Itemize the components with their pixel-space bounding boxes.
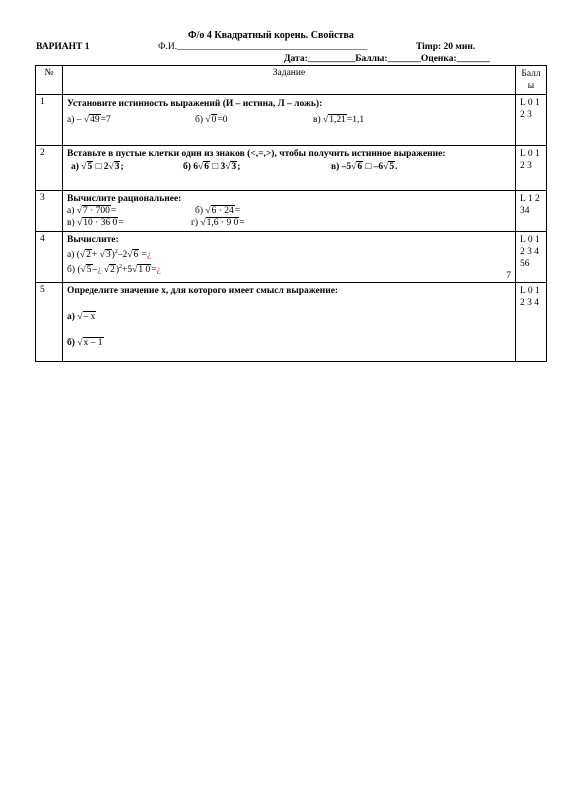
option-d: г) √1,6 · 9 0= [191, 218, 245, 228]
points-cell [516, 283, 547, 362]
task-title: Определите значение x, для которого имеет смысл выражение: [67, 286, 339, 296]
task-cell [63, 191, 516, 232]
points-line: 2 3 [520, 110, 532, 120]
expression-a: а) $(√2+ √3)^2-2√6$ =¿ [67, 249, 152, 261]
points-line: 34 [520, 206, 530, 216]
option-b: б) 6√6 □ 3√3; [183, 162, 241, 172]
points-cell [516, 191, 547, 232]
points-cell [516, 146, 547, 191]
task-row-5 [36, 283, 547, 362]
points-line: 56 [520, 259, 530, 269]
header-task: Задание [63, 66, 516, 95]
row-number: 5 [36, 283, 63, 362]
task-cell [63, 283, 516, 362]
points-line: L 0 1 [520, 235, 540, 245]
task-table [35, 65, 547, 362]
task-options-line1 [67, 205, 511, 217]
points-line: L 0 1 [520, 98, 540, 108]
task-options [67, 161, 511, 174]
points-line: L 0 1 [520, 149, 540, 159]
header-number: № [36, 66, 63, 95]
option-c: в) √1,21=1,1 [313, 115, 365, 125]
task-row-2 [36, 146, 547, 191]
time-label: Timp: 20 мин. [416, 42, 476, 52]
note-number: 7 [506, 271, 511, 281]
points-line: 2 3 4 [520, 298, 539, 308]
option-b: б) √0=0 [195, 115, 228, 125]
task-options [67, 114, 511, 127]
points-line: 2 3 [520, 161, 532, 171]
expression-b: б) (√5–¿ √2)$^2$+5√1 0=¿ [67, 264, 161, 276]
row-number: 1 [36, 95, 63, 146]
table-header-row [36, 66, 547, 95]
option-a: а) √– x [67, 312, 96, 322]
name-line: Ф.И.________________________________________ [158, 42, 368, 52]
task-title: Вставьте в пустые клетки один из знаков (<,=,>), чтобы получить истинное выражение: [67, 149, 446, 159]
date-score-line: Дата:__________Баллы:_______Оценка:_______ [284, 54, 490, 64]
row-number: 4 [36, 232, 63, 283]
task-cell [63, 95, 516, 146]
document-title: Ф/о 4 Квадратный корень. Свойства [188, 30, 354, 41]
row-number: 3 [36, 191, 63, 232]
task-row-4 [36, 232, 547, 283]
task-title: Вычислите: [67, 235, 119, 245]
option-a: а) – √49=7 [67, 115, 111, 125]
task-options-line2 [67, 217, 511, 229]
variant-label: ВАРИАНТ 1 [36, 42, 90, 52]
task-title: Вычислите рациональнее: [67, 194, 182, 204]
task-title: Установите истинность выражений (И – истина, Л – ложь): [67, 99, 323, 109]
option-c: в) √10 · 36 0= [67, 218, 124, 228]
points-cell [516, 232, 547, 283]
option-a: а) √7 · 700= [67, 206, 117, 216]
option-b: б) √x – 1 [67, 338, 103, 348]
task-row-1 [36, 95, 547, 146]
points-line: L 1 2 [520, 194, 540, 204]
header-points [516, 66, 547, 95]
points-cell [516, 95, 547, 146]
task-row-3 [36, 191, 547, 232]
task-cell [63, 232, 516, 283]
row-number: 2 [36, 146, 63, 191]
header-points-line2: ы [527, 81, 535, 91]
points-line: L 0 1 [520, 286, 540, 296]
points-line: 2 3 4 [520, 247, 539, 257]
option-c: в) –5√6 □ –6√5. [331, 162, 398, 172]
header-points-line1: Балл [521, 69, 541, 79]
option-b: б) √6 · 24= [195, 206, 241, 216]
task-cell [63, 146, 516, 191]
option-a: а) √5 □ 2√3; [71, 162, 124, 172]
